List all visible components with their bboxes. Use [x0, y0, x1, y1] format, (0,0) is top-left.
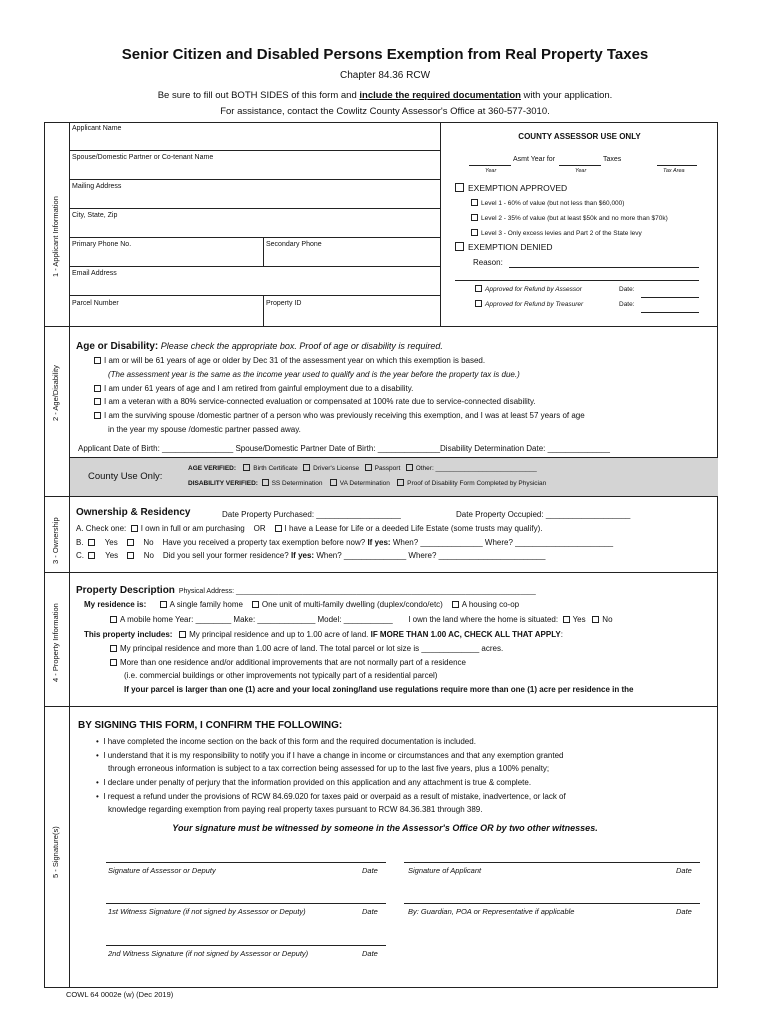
- assessor-use-panel: COUNTY ASSESSOR USE ONLY Asmt Year for Taxes Year Year Tax Area EXEMPTION APPROVED Level 1 - 60% of value (but not less than $60,000) Level 2 - 35% of value (but at least $50k and no more than $70k) Level 3 - Only excess levies and Part 2 of the State levy EXEMPTION DENIED Reason: Approved for Refund by Assessor Date: Approved for Refund by Treasurer Date:: [441, 122, 718, 326]
- age-disability-heading: Age or Disability: Please check the appropriate box. Proof of age or disability is required.: [76, 341, 443, 352]
- section1-side-label: 1 - Applicant Information: [51, 196, 60, 277]
- mailing-address-field[interactable]: Mailing Address: [70, 180, 440, 209]
- section1-side: [44, 122, 70, 326]
- email-field[interactable]: Email Address: [70, 267, 440, 296]
- primary-phone-field[interactable]: Primary Phone No.: [70, 238, 264, 267]
- zoning-note: If your parcel is larger than one (1) acre and your local zoning/land use regulations require more than one (1) acre per residence in the: [124, 685, 634, 694]
- disability-verified-row: DISABILITY VERIFIED: SS Determination VA Determination Proof of Disability Form Completed by Physician: [188, 480, 547, 487]
- witness1-signature-field[interactable]: 1st Witness Signature (if not signed by Assessor or Deputy): [108, 907, 306, 916]
- prior-exemption-yes[interactable]: Yes: [88, 538, 118, 547]
- witness2-signature-field[interactable]: 2nd Witness Signature (if not signed by Assessor or Deputy): [108, 949, 309, 958]
- chapter: Chapter 84.36 RCW: [339, 70, 431, 81]
- exemption-denied-checkbox[interactable]: EXEMPTION DENIED: [455, 242, 553, 252]
- refund-treasurer-checkbox[interactable]: Approved for Refund by Treasurer: [475, 300, 583, 308]
- county-use-area: [70, 457, 718, 496]
- coop-checkbox[interactable]: A housing co-op: [452, 600, 519, 609]
- spouse-name-field[interactable]: Spouse/Domestic Partner or Co-tenant Name: [70, 151, 440, 180]
- section2-side-label: 2 - Age/Disability: [51, 365, 60, 421]
- more-acres-checkbox[interactable]: My principal residence and more than 1.00 acre of land. The total parcel or lot size is _____________ acres.: [110, 644, 503, 653]
- sold-residence-no[interactable]: No: [127, 551, 154, 560]
- physical-address-field[interactable]: Physical Address: _____________________________________________________________________________: [178, 588, 536, 595]
- level2-checkbox[interactable]: Level 2 - 35% of value (but at least $50k and no more than $70k): [471, 214, 668, 222]
- level3-checkbox[interactable]: Level 3 - Only excess levies and Part 2 of the State levy: [471, 229, 642, 237]
- ownership-heading: Ownership & Residency: [76, 507, 191, 518]
- city-state-zip-field[interactable]: City, State, Zip: [70, 209, 440, 238]
- assessor-title: COUNTY ASSESSOR USE ONLY: [518, 132, 641, 141]
- exemption-approved-checkbox[interactable]: EXEMPTION APPROVED: [455, 183, 567, 193]
- instructions-note: Be sure to fill out BOTH SIDES of this form and include the required documentation with your application.: [157, 90, 613, 101]
- section2-side: [44, 326, 70, 496]
- va-checkbox[interactable]: VA Determination: [330, 480, 390, 487]
- form-title: Senior Citizen and Disabled Persons Exemption from Real Property Taxes: [121, 46, 649, 63]
- disability-retired-checkbox[interactable]: I am under 61 years of age and I am retired from gainful employment due to a disability.: [94, 384, 413, 393]
- refund-assessor-checkbox[interactable]: Approved for Refund by Assessor: [475, 285, 582, 293]
- proof-checkbox[interactable]: Proof of Disability Form Completed by Physician: [397, 480, 546, 487]
- confirm-heading: BY SIGNING THIS FORM, I CONFIRM THE FOLLOWING:: [78, 720, 343, 731]
- drivers-license-checkbox[interactable]: Driver's License: [303, 465, 359, 472]
- witness-note: Your signature must be witnessed by someone in the Assessor's Office OR by two other witnesses.: [172, 823, 598, 833]
- age-61-checkbox[interactable]: I am or will be 61 years of age or older by Dec 31 of the assessment year on which this exemption is based.: [94, 356, 485, 365]
- section4-side-label: 4 - Property Information: [51, 603, 60, 682]
- parcel-number-field[interactable]: Parcel Number: [70, 296, 264, 326]
- own-full-checkbox[interactable]: I own in full or am purchasing: [131, 524, 245, 533]
- secondary-phone-field[interactable]: Secondary Phone: [264, 238, 440, 267]
- multiple-residence-checkbox[interactable]: More than one residence and/or additional improvements that are not normally part of a residence: [110, 658, 466, 667]
- property-includes-row: This property includes: My principal residence and up to 1.00 acre of land. IF MORE THAN 1.00 AC, CHECK ALL THAT APPLY:: [84, 630, 563, 639]
- ss-checkbox[interactable]: SS Determination: [262, 480, 323, 487]
- section5-side: [44, 706, 70, 988]
- own-land-yes[interactable]: Yes: [563, 615, 586, 624]
- one-acre-checkbox[interactable]: My principal residence and up to 1.00 acre of land.: [179, 630, 368, 639]
- assessment-year-note: (The assessment year is the same as the income year used to qualify and is the year before the property tax is due.): [108, 370, 520, 379]
- date-occupied[interactable]: Date Property Occupied: ___________________: [456, 510, 631, 519]
- property-description-row: Property Description Physical Address: _____________________________________________________________________________: [76, 585, 536, 596]
- section4-side: [44, 572, 70, 706]
- assessor-signature-field[interactable]: Signature of Assessor or Deputy: [108, 866, 216, 875]
- veteran-checkbox[interactable]: I am a veteran with a 80% service-connected evaluation or compensated at 100% rate due to service-connected disability.: [94, 397, 536, 406]
- multi-family-checkbox[interactable]: One unit of multi-family dwelling (duplex/condo/etc): [252, 600, 443, 609]
- ownership-row-b: B. Yes No Have you received a property tax exemption before now? If yes: When? ______________ Where? ______________________: [76, 538, 614, 547]
- ownership-row-a: A. Check one: I own in full or am purchasing OR I have a Lease for Life or a deeded Life Estate (some trusts may qualify).: [76, 524, 543, 533]
- sold-residence-yes[interactable]: Yes: [88, 551, 118, 560]
- guardian-signature-field[interactable]: By: Guardian, POA or Representative if applicable: [408, 907, 575, 916]
- mobile-home-row: A mobile home Year: ________ Make: _____________ Model: ___________ I own the land where the home is situated: Yes No: [110, 615, 613, 624]
- property-id-field[interactable]: Property ID: [266, 300, 302, 307]
- assistance-note: For assistance, contact the Cowlitz County Assessor's Office at 360-577-3010.: [220, 106, 550, 117]
- applicant-name-field[interactable]: Applicant Name: [70, 122, 440, 151]
- age-verified-row: AGE VERIFIED: Birth Certificate Driver's License Passport Other: ____________________________: [188, 465, 537, 472]
- single-family-checkbox[interactable]: A single family home: [160, 600, 243, 609]
- surviving-spouse-checkbox[interactable]: I am the surviving spouse /domestic partner of a person who was previously receiving this exemption, and I was at least 57 years of age: [94, 411, 585, 420]
- section5-side-label: 5 - Signature(s): [51, 826, 60, 878]
- prior-exemption-no[interactable]: No: [127, 538, 154, 547]
- passport-checkbox[interactable]: Passport: [365, 465, 401, 472]
- county-use-label: County Use Only:: [88, 471, 163, 482]
- date-purchased[interactable]: Date Property Purchased: ___________________: [222, 510, 401, 519]
- applicant-signature-field[interactable]: Signature of Applicant: [408, 866, 482, 875]
- ownership-row-c: C. Yes No Did you sell your former residence? If yes: When? ______________ Where? ________________________: [76, 551, 546, 560]
- section3-side: [44, 496, 70, 572]
- own-land-no[interactable]: No: [592, 615, 612, 624]
- birth-dates-line[interactable]: Applicant Date of Birth: ________________ Spouse/Domestic Partner Date of Birth: ______________Disability Determination Date: ______________: [78, 444, 610, 453]
- other-checkbox[interactable]: Other: ____________________________: [406, 465, 537, 472]
- life-estate-checkbox[interactable]: I have a Lease for Life or a deeded Life Estate (some trusts may qualify).: [275, 524, 543, 533]
- level1-checkbox[interactable]: Level 1 - 60% of value (but not less than $60,000): [471, 199, 624, 207]
- section3-side-label: 3 - Ownership: [51, 517, 60, 564]
- birth-cert-checkbox[interactable]: Birth Certificate: [243, 465, 297, 472]
- mobile-home-checkbox[interactable]: A mobile home Year: ________ Make: _____________ Model: ___________: [110, 615, 393, 624]
- residence-type-row: My residence is: A single family home One unit of multi-family dwelling (duplex/condo/etc) A housing co-op: [84, 600, 520, 609]
- form-code: COWL 64 0002e (w) (Dec 2019): [66, 990, 174, 999]
